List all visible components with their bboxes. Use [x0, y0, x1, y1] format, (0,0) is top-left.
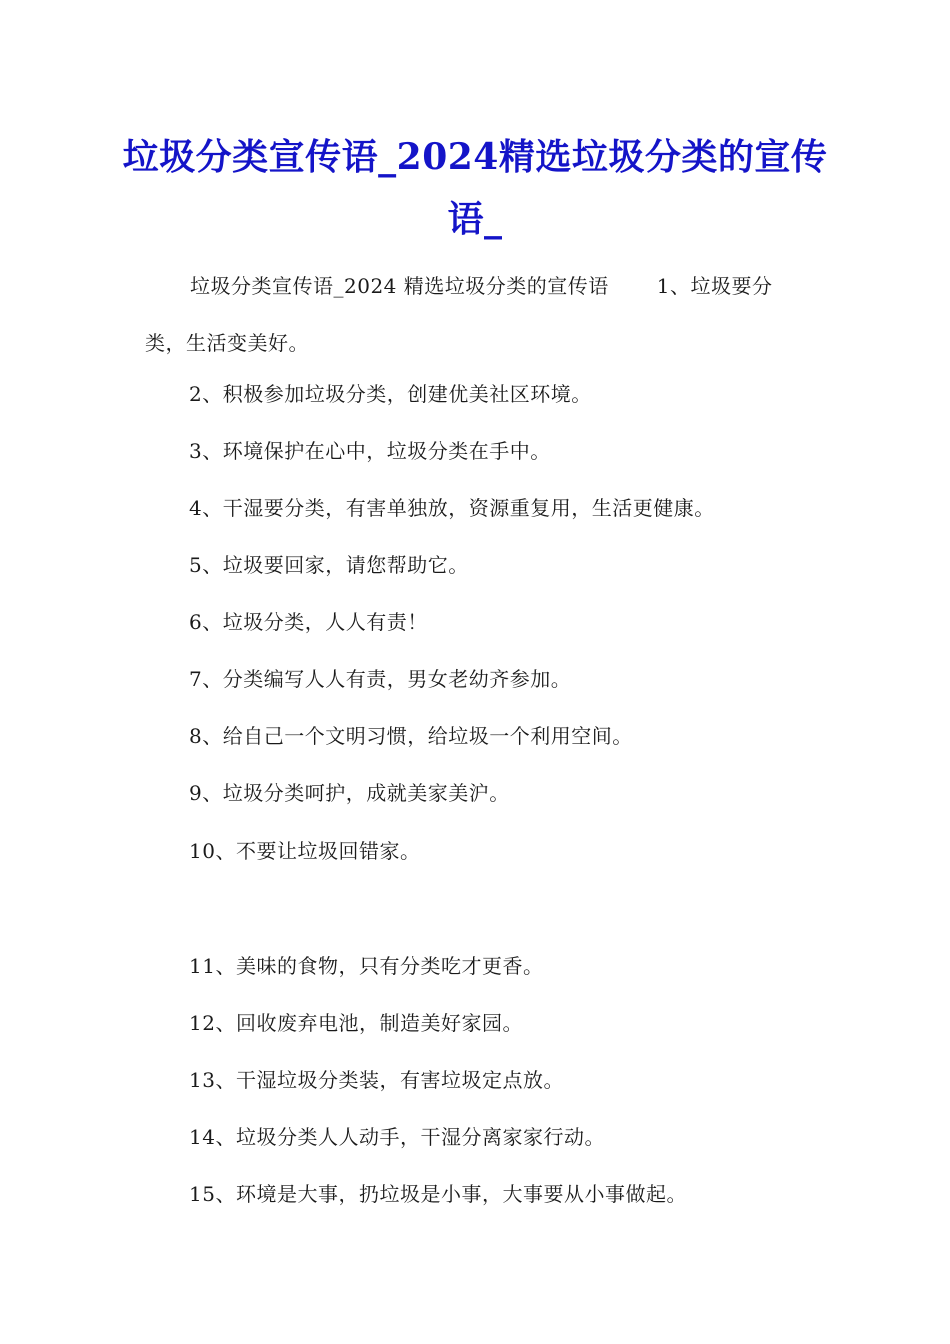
slogan-item-5: 5、垃圾要回家，请您帮助它。: [189, 553, 469, 577]
slogan-item-1: 1、垃圾要分类，生活变美好。: [145, 274, 773, 355]
document-title: 垃圾分类宣传语_2024精选垃圾分类的宣传语_: [122, 136, 828, 240]
slogan-item-10: 10、不要让垃圾回错家。: [189, 839, 421, 863]
slogan-item-9: 9、垃圾分类呵护，成就美家美沪。: [189, 781, 510, 805]
slogan-item-12: 12、回收废弃电池，制造美好家园。: [189, 1011, 523, 1035]
slogan-item-8: 8、给自己一个文明习惯，给垃圾一个利用空间。: [189, 724, 633, 748]
slogan-item-13: 13、干湿垃圾分类装，有害垃圾定点放。: [189, 1068, 564, 1092]
slogan-item-14: 14、垃圾分类人人动手，干湿分离家家行动。: [189, 1125, 605, 1149]
slogan-item-4: 4、干湿要分类，有害单独放，资源重复用，生活更健康。: [189, 496, 715, 520]
slogan-item-6: 6、垃圾分类，人人有责！: [189, 610, 428, 634]
intro-lead: 垃圾分类宣传语_2024 精选垃圾分类的宣传语: [190, 274, 609, 298]
slogan-item-3: 3、环境保护在心中，垃圾分类在手中。: [189, 439, 551, 463]
intro-paragraph: [145, 258, 810, 372]
slogan-item-11: 11、美味的食物，只有分类吃才更香。: [189, 954, 544, 978]
slogan-item-2: 2、积极参加垃圾分类，创建优美社区环境。: [189, 382, 592, 406]
slogan-item-15: 15、环境是大事，扔垃圾是小事，大事要从小事做起。: [189, 1182, 687, 1206]
slogan-item-7: 7、分类编写人人有责，男女老幼齐参加。: [189, 667, 572, 691]
